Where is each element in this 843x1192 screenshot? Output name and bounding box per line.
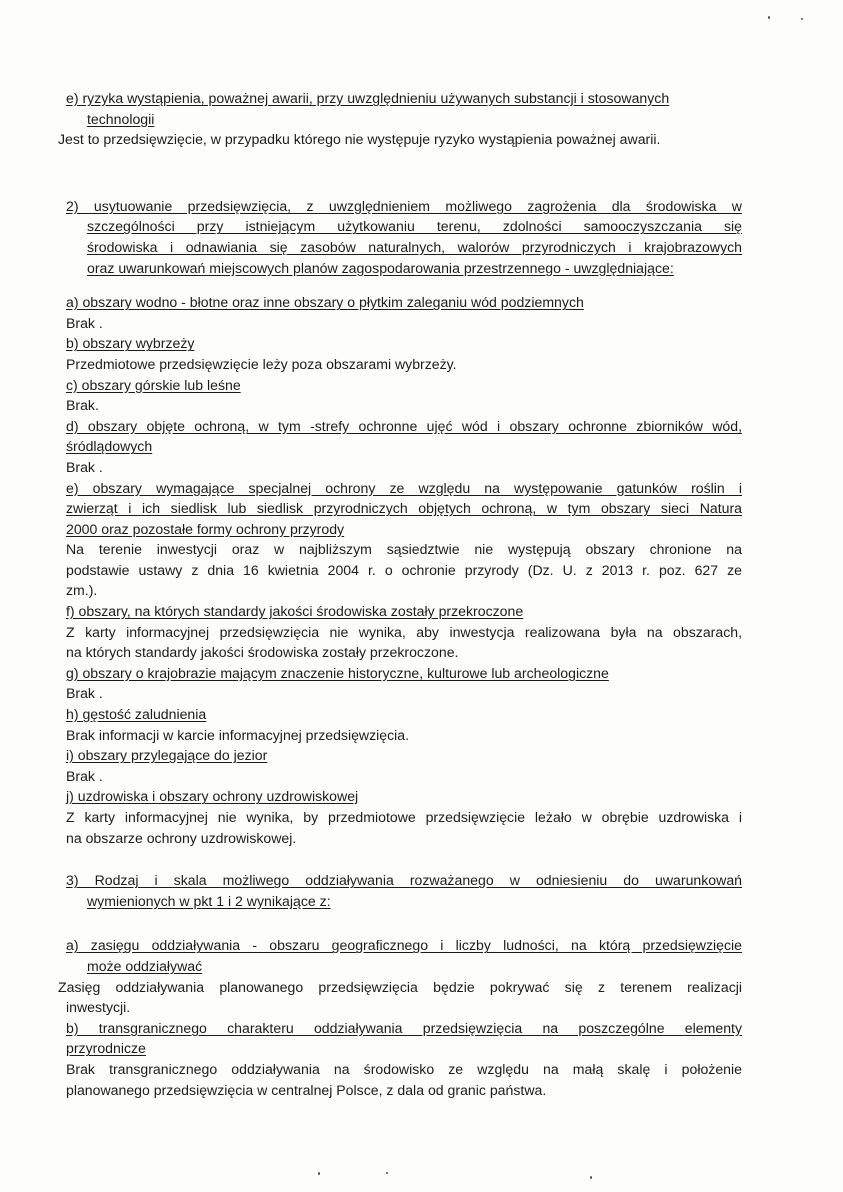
- item-j-title: j) uzdrowiska i obszary ochrony uzdrowiskowej: [66, 788, 359, 805]
- item-j-text: Z karty informacyjnej nie wynika, by przedmiotowe przedsięwzięcie leżało w obrębie uzdrowiska i: [66, 809, 742, 825]
- item-h-text: Brak informacji w karcie informacyjnej przedsięwzięcia.: [66, 726, 410, 743]
- item-a-text: Brak .: [66, 314, 103, 331]
- section-e-title-cont: technologii: [87, 110, 155, 127]
- item-b-text: Przedmiotowe przedsięwzięcie leży poza obszarami wybrzeży.: [66, 355, 457, 372]
- item-e-text: Na terenie inwestycji oraz w najbliższym sąsiedztwie nie występują obszary chronione na: [66, 541, 742, 558]
- item-f-text-cont: na których standardy jakości środowiska zostały przekroczone.: [66, 644, 459, 661]
- item-g-title: g) obszary o krajobrazie mającym znaczenie historyczne, kulturowe lub archeologiczne: [66, 664, 609, 681]
- item-f-title: f) obszary, na których standardy jakości środowiska zostały przekroczone: [66, 603, 524, 620]
- item-b-title: b) obszary wybrzeży: [66, 335, 195, 352]
- item-3b-text-cont: planowanego przedsięwzięcia w centralnej Polsce, z dala od granic państwa.: [66, 1081, 547, 1098]
- item-e-text-cont2: zm.).: [66, 582, 98, 599]
- item-d-title-cont: śródlądowych: [66, 438, 153, 455]
- section-e-text: Jest to przedsięwzięcie, w przypadku którego nie występuje ryzyko wystąpienia poważnej awarii.: [58, 131, 661, 148]
- item-e-text-cont: podstawie ustawy z dnia 16 kwietnia 2004 r. o ochronie przyrody (Dz. U. z 2013 r. poz. 627 ze: [66, 561, 742, 578]
- item-3b-text: Brak transgranicznego oddziaływania na środowisko ze względu na małą skalę i położenie: [66, 1060, 742, 1077]
- section-2-heading-line4: oraz uwarunkowań miejscowych planów zagospodarowania przestrzennego - uwzględniające:: [87, 259, 674, 276]
- item-3a-title: a) zasięgu oddziaływania - obszaru geograficznego i liczby ludności, na którą przedsięwzięcie: [66, 937, 742, 954]
- item-3a-text: Zasięg oddziaływania planowanego przedsięwzięcia będzie pokrywać się z terenem realizacji: [58, 978, 742, 995]
- scan-speck: [801, 18, 803, 20]
- item-e-title: e) obszary wymagające specjalnej ochrony ze względu na występowanie gatunków roślin i: [66, 479, 742, 496]
- scan-speck: [386, 1172, 388, 1174]
- item-i-text: Brak .: [66, 767, 103, 784]
- item-j-text-cont: na obszarze ochrony uzdrowiskowej.: [66, 829, 297, 846]
- section-2-heading-line3: środowiska i odnawiania się zasobów naturalnych, walorów przyrodniczych i krajobrazowych: [87, 238, 742, 255]
- item-c-text: Brak.: [66, 397, 99, 414]
- item-f-text: Z karty informacyjnej przedsięwzięcia nie wynika, aby inwestycja realizowana była na obszarach,: [66, 623, 742, 640]
- item-e-title-cont2: 2000 oraz pozostałe formy ochrony przyrody: [66, 520, 345, 537]
- section-2-heading-line1: 2) usytuowanie przedsięwzięcia, z uwzględnieniem możliwego zagrożenia dla środowiska w: [66, 197, 742, 214]
- item-d-text: Brak .: [66, 458, 103, 475]
- item-i-title: i) obszary przylegające do jezior: [66, 747, 268, 764]
- section-e-title: e) ryzyka wystąpienia, poważnej awarii, przy uwzględnieniu używanych substancji i stosowanych: [66, 90, 670, 106]
- document-body: [58, 88, 742, 1100]
- item-3a-text-cont: inwestycji.: [66, 999, 131, 1016]
- scan-speck: [590, 1176, 592, 1179]
- scan-speck: [768, 16, 770, 19]
- item-c-title: c) obszary górskie lub leśne: [66, 376, 241, 393]
- item-e-title-cont: zwierząt i ich siedlisk lub siedlisk przyrodniczych objętych ochroną, w tym obszary sieci Natura: [66, 500, 742, 517]
- section-3-heading-cont: wymienionych w pkt 1 i 2 wynikające z:: [87, 892, 331, 909]
- item-h-title: h) gęstość zaludnienia: [66, 706, 207, 723]
- item-3b-title: b) transgranicznego charakteru oddziaływania przedsięwzięcia na poszczególne elementy: [66, 1019, 742, 1036]
- item-g-text: Brak .: [66, 685, 103, 702]
- item-3b-title-cont: przyrodnicze: [66, 1040, 146, 1057]
- item-d-title: d) obszary objęte ochroną, w tym -strefy ochronne ujęć wód i obszary ochronne zbiorników wód,: [66, 417, 742, 434]
- item-a-title: a) obszary wodno - błotne oraz inne obszary o płytkim zaleganiu wód podziemnych: [66, 294, 584, 311]
- item-3a-title-cont: może oddziaływać: [87, 957, 203, 974]
- section-2-heading-line2: szczególności przy istniejącym użytkowaniu terenu, zdolności samooczyszczania się: [87, 218, 742, 235]
- scan-speck: [318, 1172, 320, 1175]
- section-3-heading: 3) Rodzaj i skala możliwego oddziaływania rozważanego w odniesieniu do uwarunkowań: [66, 872, 742, 889]
